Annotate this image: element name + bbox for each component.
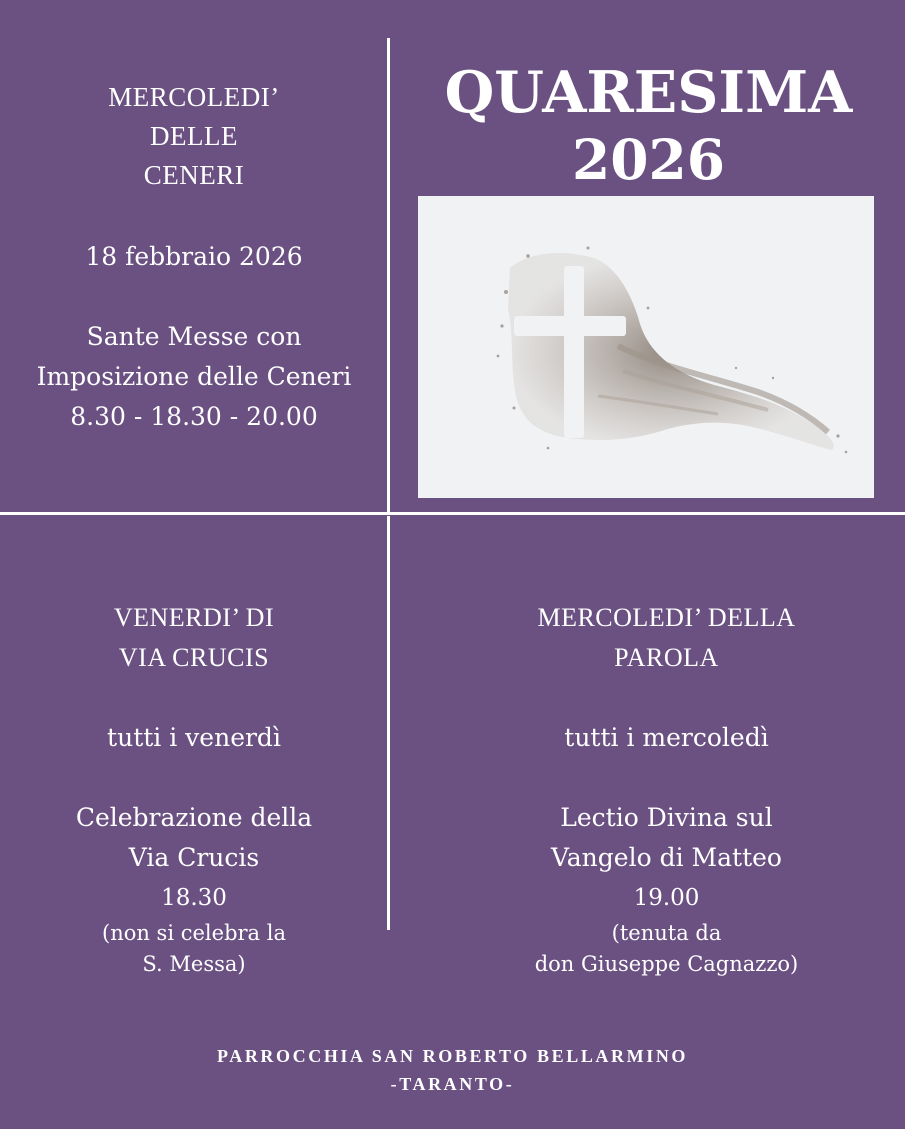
- parish-footer: [0, 1042, 905, 1098]
- via-crucis-heading: VIA CRUCIS: [118, 643, 270, 672]
- parola-note: (tenuta da: [611, 921, 722, 945]
- description-line: Celebrazione della: [75, 803, 313, 832]
- via-crucis-time: 18.30: [161, 885, 227, 911]
- masses-line: Imposizione delle Ceneri: [36, 362, 352, 391]
- heading-line: CENERI: [143, 160, 245, 190]
- parola-description: [390, 798, 905, 878]
- ash-wednesday-date: 18 febbraio 2026: [85, 242, 303, 271]
- masses-times: 8.30 - 18.30 - 20.00: [70, 402, 318, 431]
- ash-wednesday-section: [0, 78, 388, 437]
- via-crucis-frequency: tutti i venerdì: [107, 723, 281, 752]
- cross-ashes-image: [418, 196, 874, 498]
- title-main: QUARESIMA: [444, 59, 853, 126]
- parola-frequency: tutti i mercoledì: [564, 723, 769, 752]
- page-title: [392, 56, 905, 190]
- parola-heading: PAROLA: [614, 643, 719, 672]
- parola-section: [390, 598, 905, 980]
- title-year: 2026: [571, 127, 726, 192]
- description-line: Lectio Divina sul: [560, 803, 773, 832]
- via-crucis-note: S. Messa): [142, 952, 246, 976]
- cross-icon: [418, 196, 874, 498]
- parish-name: PARROCCHIA SAN ROBERTO BELLARMINO: [216, 1046, 689, 1066]
- parish-city: -TARANTO-: [390, 1074, 515, 1094]
- description-line: Via Crucis: [128, 843, 260, 872]
- heading-line: MERCOLEDI’: [108, 82, 280, 112]
- parola-heading: MERCOLEDI’ DELLA: [537, 603, 796, 632]
- via-crucis-note: (non si celebra la: [102, 921, 286, 945]
- heading-line: DELLE: [150, 121, 238, 151]
- ash-wednesday-heading: [0, 78, 388, 195]
- description-line: Vangelo di Matteo: [551, 843, 782, 872]
- via-crucis-section: [0, 598, 388, 980]
- parola-note: don Giuseppe Cagnazzo): [534, 952, 799, 976]
- via-crucis-heading: VENERDI’ DI: [113, 603, 275, 632]
- horizontal-divider: [0, 512, 905, 515]
- ash-wednesday-masses: [0, 317, 388, 437]
- via-crucis-description: [0, 798, 388, 878]
- masses-line: Sante Messe con: [86, 322, 302, 351]
- parola-time: 19.00: [633, 885, 700, 911]
